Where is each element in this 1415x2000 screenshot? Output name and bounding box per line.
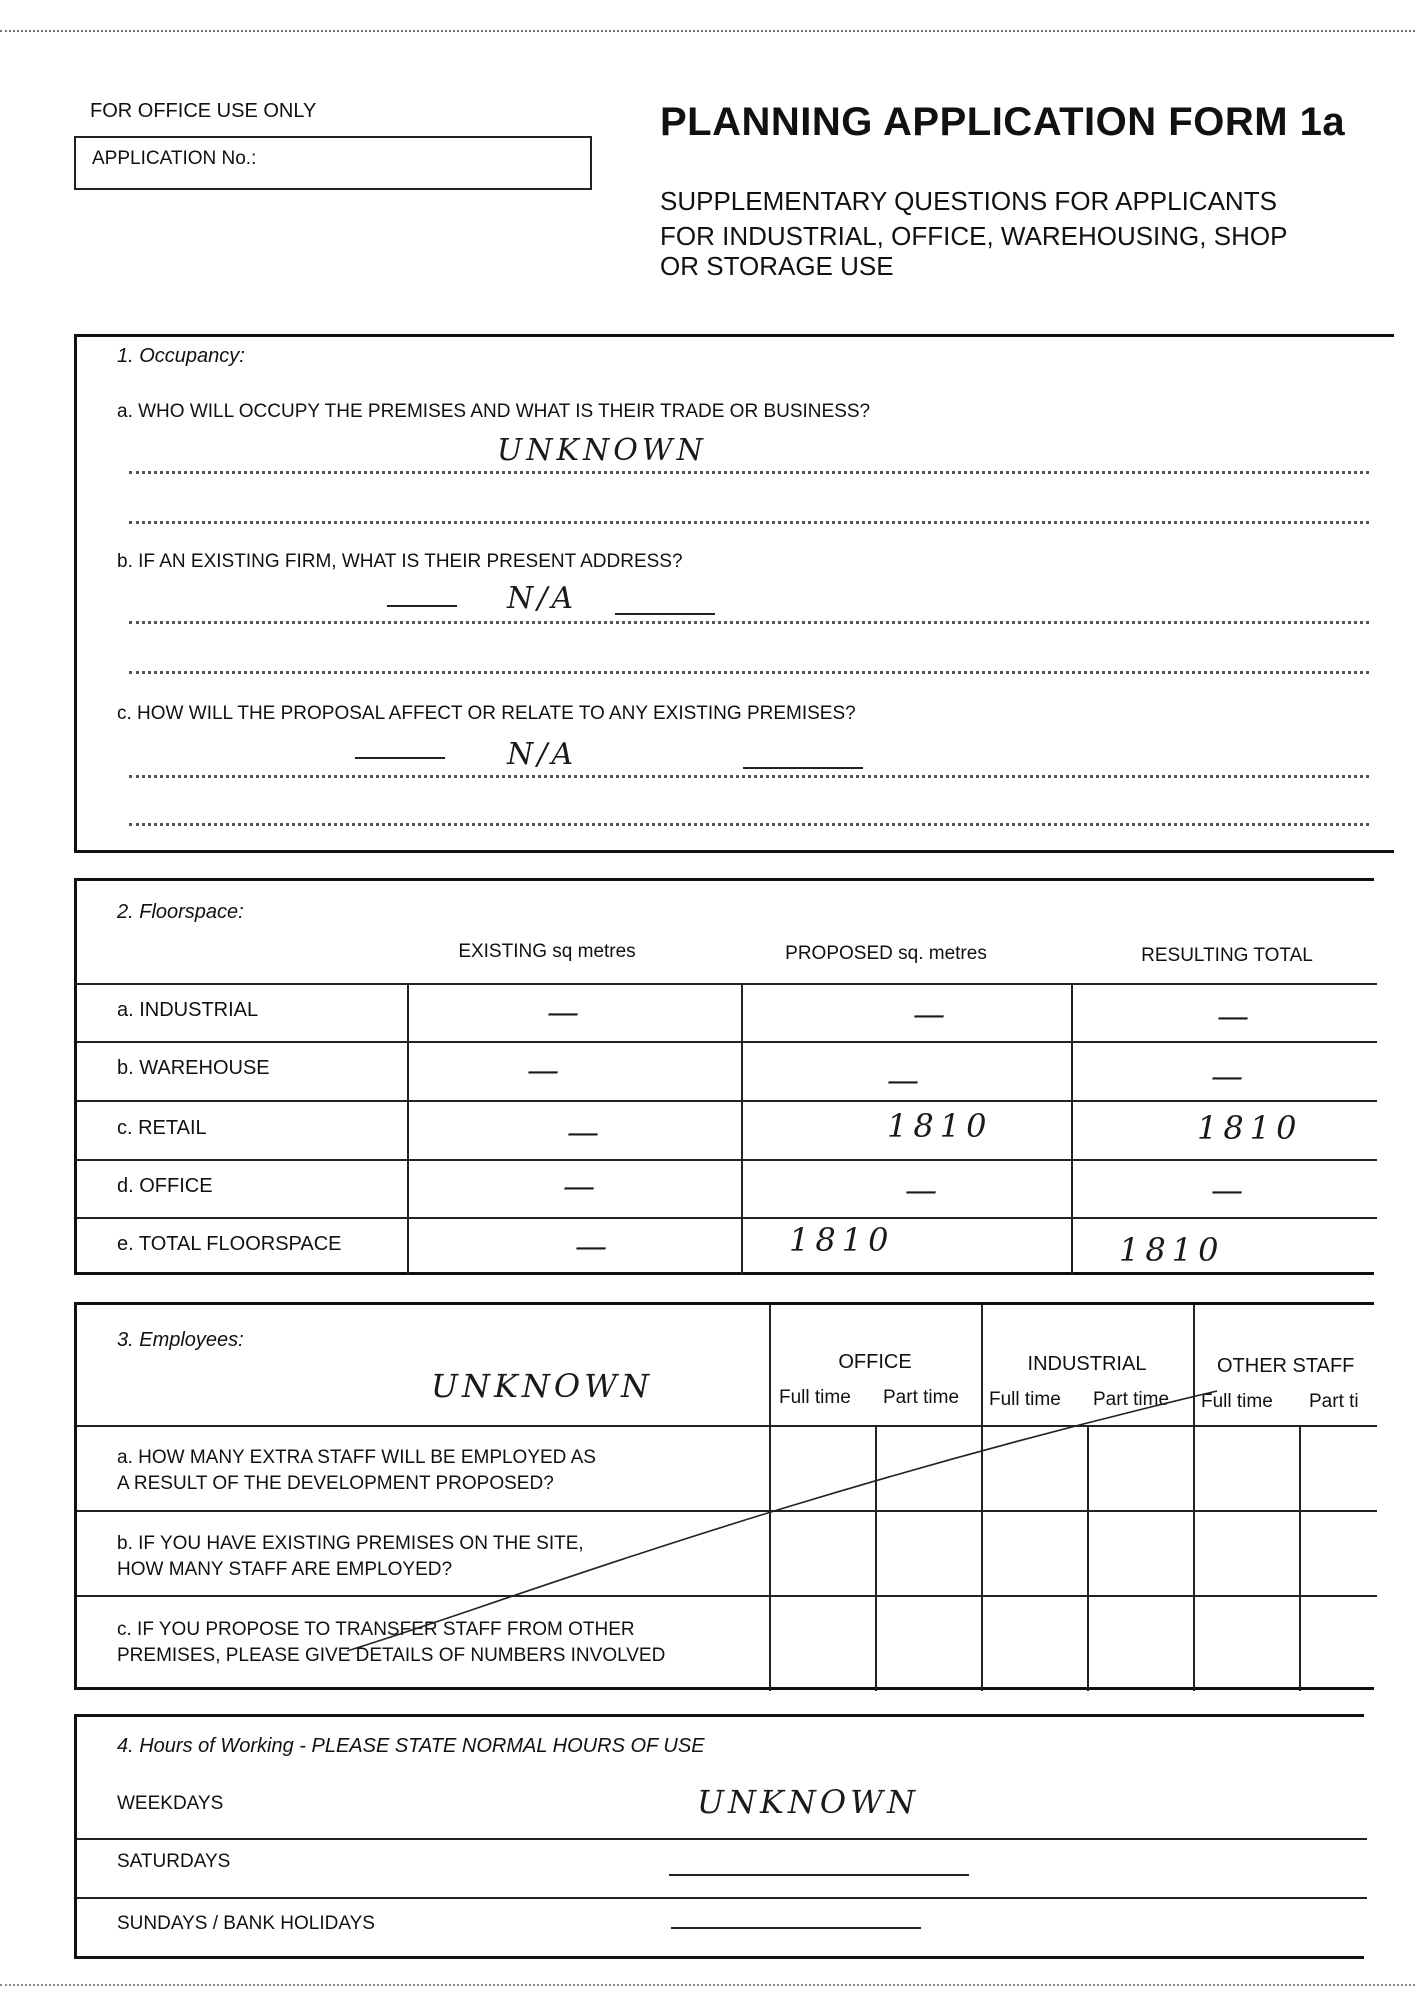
floorspace-cell[interactable]: — [913, 995, 951, 1033]
employees-subcol: Part time [1093, 1389, 1170, 1410]
floorspace-title: 2. Floorspace: [117, 901, 244, 923]
floorspace-cell[interactable]: — [905, 1171, 943, 1209]
floorspace-cell[interactable]: — [567, 1113, 605, 1151]
occupancy-question-c: c. HOW WILL THE PROPOSAL AFFECT OR RELATE TO ANY EXISTING PREMISES? [117, 703, 856, 724]
occupancy-title: 1. Occupancy: [117, 345, 245, 367]
employees-subcol: Full time [989, 1389, 1061, 1410]
floorspace-cell[interactable]: 1810 [1119, 1231, 1225, 1269]
employees-group-office: OFFICE [838, 1351, 912, 1373]
employees-title: 3. Employees: [117, 1329, 244, 1351]
office-use-label: FOR OFFICE USE ONLY [90, 100, 317, 122]
table-rule [77, 1897, 1367, 1899]
table-rule [77, 1838, 1367, 1840]
scan-edge-bottom [0, 1984, 1415, 1986]
floorspace-cell[interactable]: — [575, 1227, 613, 1265]
occupancy-answer-b: N/A [507, 581, 578, 616]
table-rule [77, 1100, 1377, 1102]
application-number-box[interactable] [74, 136, 592, 190]
answer-line[interactable] [129, 823, 1369, 826]
handwritten-dash[interactable] [671, 1927, 921, 1929]
table-rule [741, 983, 743, 1275]
handwritten-dash [743, 767, 863, 769]
floorspace-cell[interactable]: 1810 [789, 1221, 895, 1259]
occupancy-question-b: b. IF AN EXISTING FIRM, WHAT IS THEIR PRESENT ADDRESS? [117, 551, 683, 572]
floorspace-cell[interactable]: — [1217, 997, 1255, 1035]
employees-row-label: PREMISES, PLEASE GIVE DETAILS OF NUMBERS INVOLVED [117, 1645, 666, 1666]
answer-line[interactable] [129, 775, 1369, 778]
employees-answer: UNKNOWN [431, 1367, 653, 1405]
table-rule [1071, 983, 1073, 1275]
hours-title: 4. Hours of Working - PLEASE STATE NORMAL HOURS OF USE [117, 1735, 705, 1757]
employees-group-other: OTHER STAFF [1217, 1355, 1355, 1377]
floorspace-cell[interactable]: — [1211, 1171, 1249, 1209]
floorspace-cell[interactable]: 1810 [1197, 1109, 1303, 1147]
employees-section [74, 1302, 1374, 1690]
occupancy-question-a: a. WHO WILL OCCUPY THE PREMISES AND WHAT IS THEIR TRADE OR BUSINESS? [117, 401, 871, 422]
answer-line[interactable] [129, 471, 1369, 474]
table-rule [77, 1217, 1377, 1219]
table-rule [407, 983, 409, 1275]
handwritten-dash[interactable] [669, 1874, 969, 1876]
answer-line[interactable] [129, 671, 1369, 674]
hours-row-label: SATURDAYS [117, 1851, 231, 1872]
table-rule [77, 983, 1377, 985]
floorspace-section [74, 878, 1374, 1275]
floorspace-cell[interactable]: 1810 [887, 1107, 993, 1145]
handwritten-dash [615, 613, 715, 615]
floorspace-row-label: a. INDUSTRIAL [117, 999, 259, 1021]
scan-edge-top [0, 30, 1415, 32]
hours-row-label: SUNDAYS / BANK HOLIDAYS [117, 1913, 375, 1934]
employees-row-label: c. IF YOU PROPOSE TO TRANSFER STAFF FROM OTHER [117, 1619, 635, 1640]
employees-row-label: b. IF YOU HAVE EXISTING PREMISES ON THE SITE, [117, 1533, 584, 1554]
table-rule [77, 1041, 1377, 1043]
employees-group-industrial: INDUSTRIAL [1027, 1353, 1147, 1375]
answer-line[interactable] [129, 521, 1369, 524]
floorspace-column-existing: EXISTING sq metres [458, 941, 636, 962]
floorspace-cell[interactable]: — [887, 1061, 925, 1099]
answer-line[interactable] [129, 621, 1369, 624]
floorspace-row-label: b. WAREHOUSE [117, 1057, 270, 1079]
table-rule [77, 1159, 1377, 1161]
application-number-label: APPLICATION No.: [92, 148, 257, 169]
form-subtitle-line-2: FOR INDUSTRIAL, OFFICE, WAREHOUSING, SHOP [660, 221, 1288, 251]
hours-answer-weekdays[interactable]: UNKNOWN [697, 1783, 919, 1821]
strike-through-line [77, 1305, 1377, 1693]
employees-subcol: Full time [779, 1387, 851, 1408]
floorspace-cell[interactable]: — [563, 1167, 601, 1205]
employees-subcol: Full time [1201, 1391, 1273, 1412]
employees-subcol: Part ti [1309, 1391, 1359, 1412]
handwritten-dash [387, 605, 457, 607]
occupancy-answer-a: UNKNOWN [497, 433, 707, 468]
floorspace-row-label: e. TOTAL FLOORSPACE [117, 1233, 342, 1255]
hours-section [74, 1714, 1364, 1959]
form-subtitle-line-1: SUPPLEMENTARY QUESTIONS FOR APPLICANTS [660, 186, 1277, 216]
floorspace-cell[interactable]: — [1211, 1057, 1249, 1095]
employees-row-label: A RESULT OF THE DEVELOPMENT PROPOSED? [117, 1473, 554, 1494]
floorspace-cell[interactable]: — [547, 993, 585, 1031]
handwritten-dash [355, 757, 445, 759]
form-subtitle-line-3: OR STORAGE USE [660, 251, 894, 281]
floorspace-column-resulting: RESULTING TOTAL [1141, 945, 1313, 966]
employees-subcol: Part time [883, 1387, 960, 1408]
employees-row-label: a. HOW MANY EXTRA STAFF WILL BE EMPLOYED AS [117, 1447, 596, 1468]
occupancy-answer-c: N/A [507, 737, 578, 772]
floorspace-cell[interactable]: — [527, 1051, 565, 1089]
form-title: PLANNING APPLICATION FORM 1a [660, 100, 1346, 144]
employees-row-label: HOW MANY STAFF ARE EMPLOYED? [117, 1559, 453, 1580]
hours-row-label: WEEKDAYS [117, 1793, 224, 1814]
floorspace-column-proposed: PROPOSED sq. metres [785, 943, 987, 964]
floorspace-row-label: d. OFFICE [117, 1175, 213, 1197]
occupancy-section [74, 334, 1394, 853]
floorspace-row-label: c. RETAIL [117, 1117, 207, 1139]
